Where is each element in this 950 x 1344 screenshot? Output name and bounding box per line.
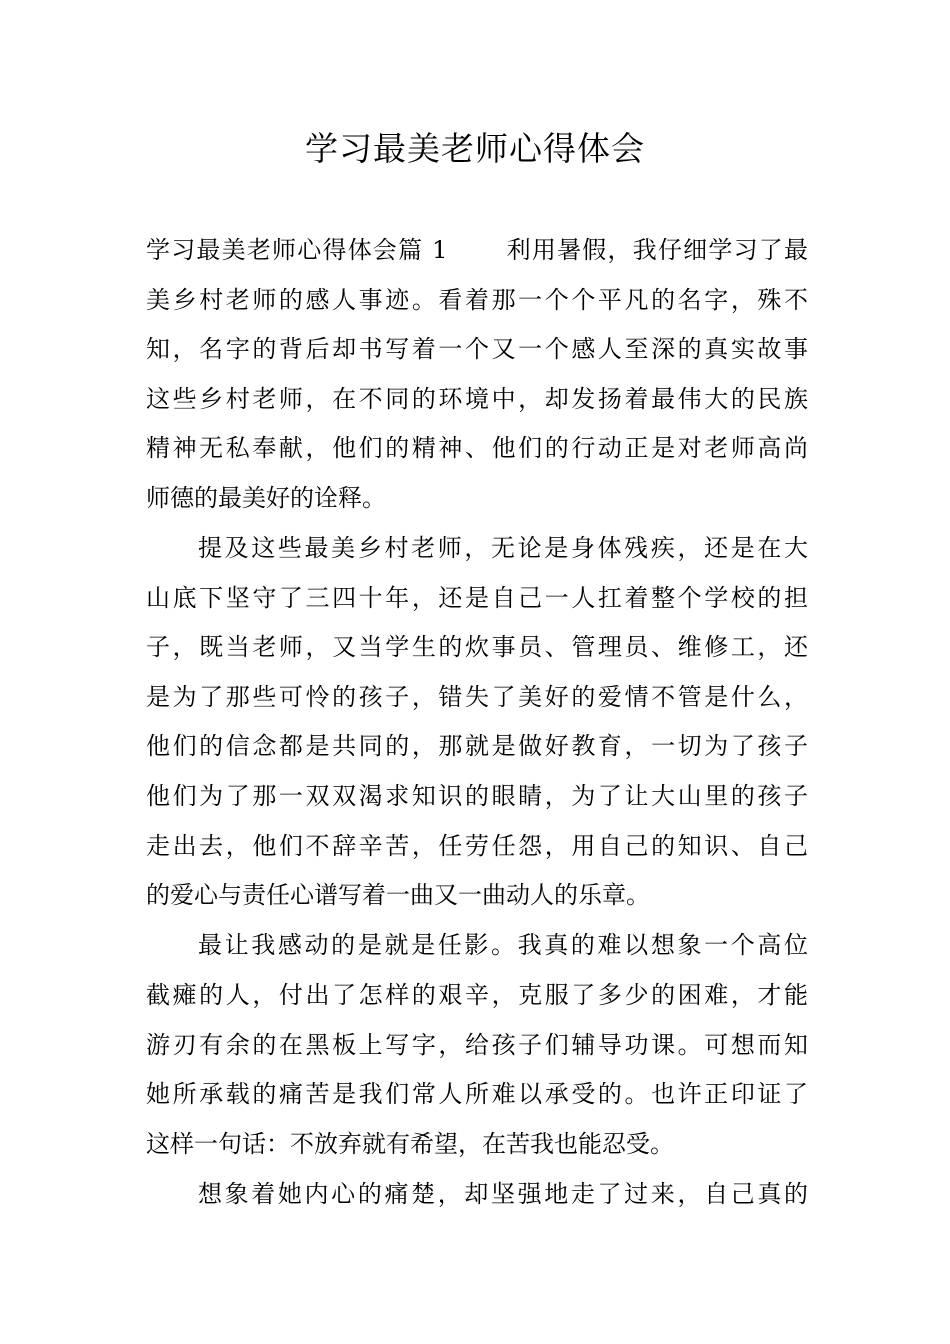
paragraph-line: 最让我感动的是就是任影。我真的难以想象一个高位 [198, 931, 808, 960]
paragraph-line: 的爱心与责任心谱写着一曲又一曲动人的乐章。 [146, 881, 650, 910]
paragraph-line: 游刃有余的在黑板上写字，给孩子们辅导功课。可想而知 [146, 1030, 808, 1059]
paragraph-line: 截瘫的人，付出了怎样的艰辛，克服了多少的困难，才能 [146, 980, 808, 1009]
paragraph-line [146, 226, 808, 276]
paragraph-line: 美乡村老师的感人事迹。看着那一个个平凡的名字，殊不 [146, 285, 808, 314]
paragraph-1 [146, 226, 808, 524]
paragraph-line: 他们为了那一双双渴求知识的眼睛，为了让大山里的孩子 [146, 782, 808, 811]
paragraph-line: 走出去，他们不辞辛苦，任劳任怨，用自己的知识、自己 [146, 831, 808, 860]
paragraph-line: 山底下坚守了三四十年，还是自己一人扛着整个学校的担 [146, 583, 808, 612]
paragraph-2 [146, 524, 808, 921]
section-heading: 学习最美老师心得体会篇 1 [146, 236, 448, 264]
paragraph-line: 提及这些最美乡村老师，无论是身体残疾，还是在大 [198, 534, 808, 563]
document-body [146, 226, 808, 1219]
paragraph-line: 知，名字的背后却书写着一个又一个感人至深的真实故事 [146, 335, 808, 364]
paragraph-line: 这些乡村老师，在不同的环境中，却发扬着最伟大的民族 [146, 384, 808, 413]
paragraph-line: 是为了那些可怜的孩子，错失了美好的爱情不管是什么， [146, 682, 808, 711]
paragraph-line: 师德的最美好的诠释。 [146, 483, 386, 512]
paragraph-line: 子，既当老师，又当学生的炊事员、管理员、维修工，还 [146, 633, 808, 662]
paragraph-line: 精神无私奉献，他们的精神、他们的行动正是对老师高尚 [146, 434, 808, 463]
document-title: 学习最美老师心得体会 [305, 129, 645, 168]
paragraph-3 [146, 921, 808, 1169]
paragraph-text: 利用暑假，我仔细学习了最 [505, 236, 808, 264]
paragraph-line: 她所承载的痛苦是我们常人所难以承受的。也许正印证了 [146, 1080, 808, 1109]
paragraph-4 [146, 1170, 808, 1220]
paragraph-line: 他们的信念都是共同的，那就是做好教育，一切为了孩子 [146, 732, 808, 761]
paragraph-line: 想象着她内心的痛楚，却坚强地走了过来，自己真的 [198, 1179, 808, 1208]
paragraph-line: 这样一句话：不放弃就有希望，在苦我也能忍受。 [146, 1129, 674, 1158]
